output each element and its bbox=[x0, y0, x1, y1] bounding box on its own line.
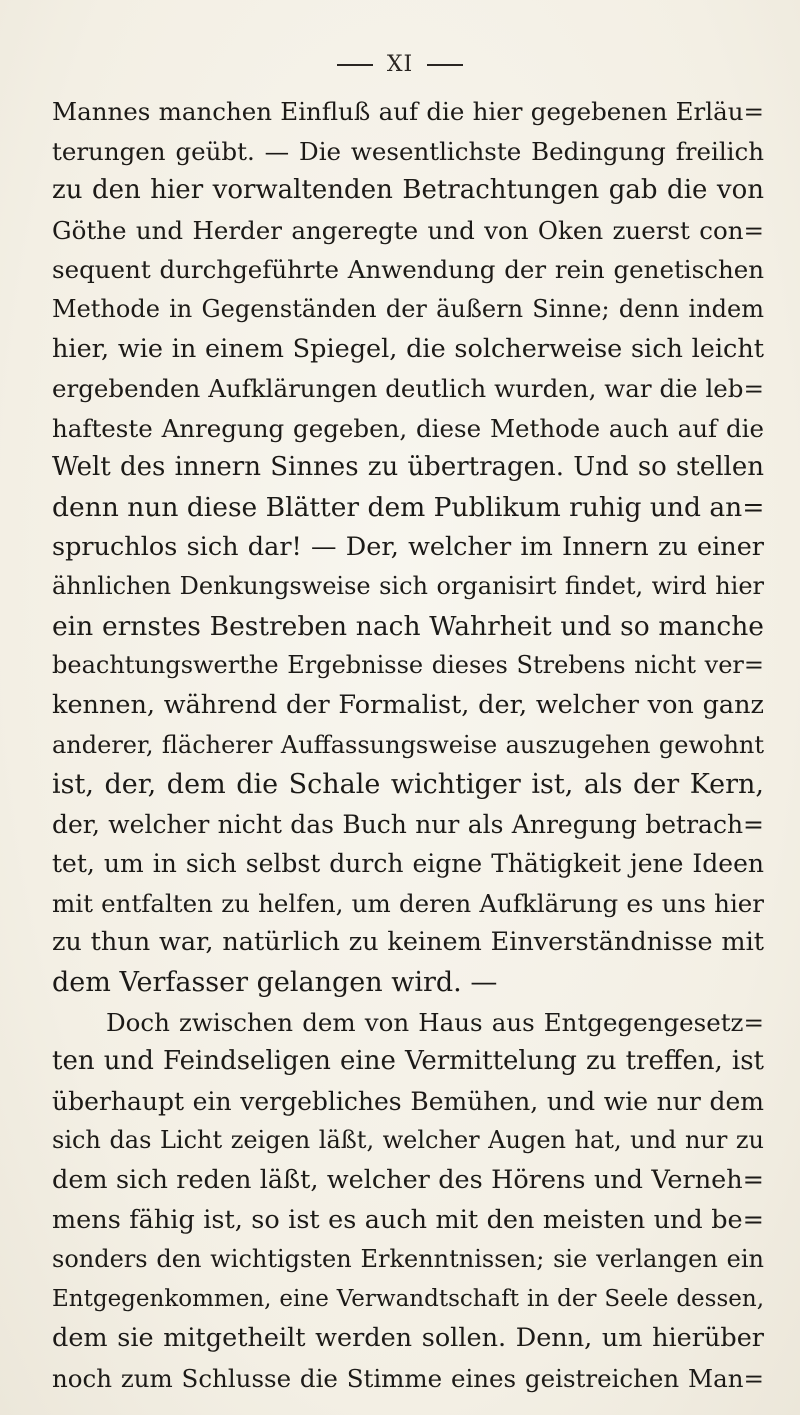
text-line: hier, wie in einem Spiegel, die solcherweise sich leicht bbox=[52, 333, 764, 364]
text-line: dem sie mitgetheilt werden sollen. Denn, um hierüber bbox=[52, 1323, 764, 1354]
text-line: der, welcher nicht das Buch nur als Anregung betrach= bbox=[52, 809, 764, 839]
text-line: zu thun war, natürlich zu keinem Einverständnisse mit bbox=[52, 927, 764, 958]
text-line: ergebenden Aufklärungen deutlich wurden, war die leb= bbox=[52, 374, 764, 404]
text-line: tet, um in sich selbst durch eigne Thätigkeit jene Ideen bbox=[52, 849, 764, 879]
text-line: Göthe und Herder angeregte und von Oken zuerst con= bbox=[52, 215, 764, 245]
text-line: hafteste Anregung gegeben, diese Methode auch auf die bbox=[52, 413, 764, 443]
text-line: Doch zwischen dem von Haus aus Entgegengesetz= bbox=[106, 1007, 764, 1037]
text-line: denn nun diese Blätter dem Publikum ruhig und an= bbox=[52, 491, 764, 523]
text-line: überhaupt ein vergebliches Bemühen, und wie nur dem bbox=[52, 1086, 764, 1116]
text-line: mit entfalten zu helfen, um deren Aufklärung es uns hier bbox=[52, 888, 764, 918]
text-line: Methode in Gegenständen der äußern Sinne; denn indem bbox=[52, 294, 764, 323]
text-line: beachtungswerthe Ergebnisse dieses Strebens nicht ver= bbox=[52, 651, 764, 680]
text-line: dem sich reden läßt, welcher des Hörens und Verneh= bbox=[52, 1165, 764, 1196]
text-line: ist, der, dem die Schale wichtiger ist, als der Kern, bbox=[52, 769, 764, 801]
text-line: sich das Licht zeigen läßt, welcher Augen hat, und nur zu bbox=[52, 1126, 764, 1155]
header-dash-left bbox=[337, 64, 373, 66]
header-dash-right bbox=[427, 64, 463, 66]
text-line: ein ernstes Bestreben nach Wahrheit und so manche bbox=[52, 610, 764, 642]
text-line: sonders den wichtigsten Erkenntnissen; sie verlangen ein bbox=[52, 1245, 764, 1274]
text-line: dem Verfasser gelangen wird. — bbox=[52, 967, 498, 999]
text-line: sequent durchgeführte Anwendung der rein genetischen bbox=[52, 255, 764, 285]
text-line: Welt des innern Sinnes zu übertragen. Und so stellen bbox=[52, 452, 764, 483]
page-header bbox=[0, 52, 800, 77]
text-line: zu den hier vorwaltenden Betrachtungen gab die von bbox=[52, 175, 764, 206]
text-line: terungen geübt. — Die wesentlichste Bedingung freilich bbox=[52, 136, 764, 166]
text-line: noch zum Schlusse die Stimme eines geistreichen Man= bbox=[52, 1364, 764, 1393]
text-line: spruchlos sich dar! — Der, welcher im Innern zu einer bbox=[52, 531, 764, 562]
text-line: ähnlichen Denkungsweise sich organisirt findet, wird hier bbox=[52, 572, 764, 601]
text-line: kennen, während der Formalist, der, welcher von ganz bbox=[52, 689, 764, 720]
text-line: Mannes manchen Einfluß auf die hier gegebenen Erläu= bbox=[52, 97, 764, 126]
text-line: Entgegenkommen, eine Verwandtschaft in der Seele dessen, bbox=[52, 1285, 764, 1312]
text-line: mens fähig ist, so ist es auch mit den meisten und be= bbox=[52, 1204, 764, 1235]
body-text bbox=[52, 92, 764, 1399]
page-number: XI bbox=[386, 52, 414, 77]
text-line: anderer, flächerer Auffassungsweise auszugehen gewohnt bbox=[52, 730, 764, 759]
text-line: ten und Feindseligen eine Vermittelung zu treffen, ist bbox=[52, 1046, 764, 1077]
